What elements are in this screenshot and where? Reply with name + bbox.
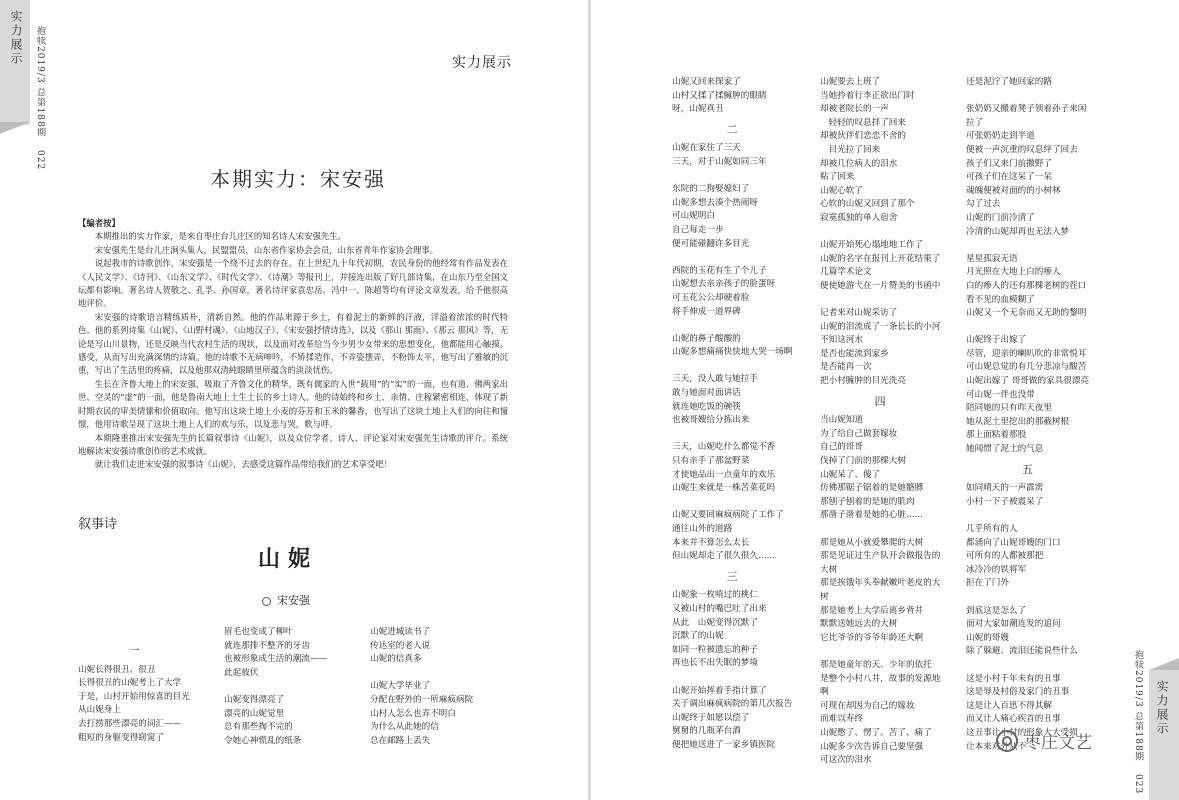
poem-column-3 bbox=[370, 626, 473, 748]
poem-line: 小村一下子被震呆了 bbox=[966, 496, 1044, 507]
poem-line: 山妮的信真多 bbox=[370, 654, 422, 665]
poem-line: 山妮多想去凑个热闹呀 bbox=[672, 197, 758, 208]
poem-column-5 bbox=[820, 76, 940, 768]
poem-line: 此起彼伏 bbox=[224, 667, 259, 678]
poem-line: 眉毛也变成了柳叶 bbox=[224, 627, 293, 637]
left-folio bbox=[34, 26, 47, 170]
poem-line: 可孩子们在这呆了一呆 bbox=[966, 172, 1052, 183]
poem-line: 分配在野外的一所麻疯病院 bbox=[370, 694, 474, 705]
poem-line: 这丑事让小村的形象大大受损 bbox=[966, 727, 1078, 738]
poem-line: 也被哥嫂给分拣出来 bbox=[672, 415, 750, 426]
poem-line: 但山妮却走了很久很久…… bbox=[672, 551, 776, 562]
poem-line: 白的瘆人的还有那棵老树的茬口 bbox=[966, 280, 1087, 291]
poem-line: 拒在了门外 bbox=[966, 578, 1009, 589]
poem-line: 月光照在大地上白的瘆人 bbox=[966, 267, 1061, 278]
poem-line: 心软的山妮又回到了那个 bbox=[820, 199, 915, 210]
poem-line: 山妮要去上班了 bbox=[820, 77, 881, 87]
poem-line: 那刨子刨着的是她的肌肉 bbox=[820, 496, 915, 507]
poem-line: 啊 bbox=[820, 687, 829, 698]
poem-line: 把小村臃肿的目光洗亮 bbox=[820, 376, 906, 387]
poem-section-number: 二 bbox=[726, 122, 738, 136]
stanza-gap bbox=[672, 170, 792, 184]
stanza-gap bbox=[672, 360, 792, 374]
poem-line: 却被伙伴们恋恋不舍的 bbox=[820, 131, 906, 142]
stanza-gap bbox=[966, 591, 1089, 605]
poem-line: 到底这是怎么了 bbox=[966, 605, 1027, 616]
poem-line: 本来并不算怎么太长 bbox=[672, 537, 750, 548]
editor-note-paragraph: 宋安强的诗歌语言精练质朴，清新自然。他的作品来源于乡土，有着泥土的新鲜的汗液，洋溢着浓浓的时代特色。他的系列诗集《山妮》、《山野村魂》、《山地汉子》、《宋安强抒情诗选》，以及《那山 那雨》、《那云 那风》等，无论是写山川景物，还是反映当代农村生活的现状，以及面对改革给当今少男少女带来的思想变化，他都能用心触摸。感受，从而写出充满深情的诗篇。他的诗歌不无病呻吟，不矫揉造作，不弄姿摆弄，不粉饰太平，他写出了雅敏的沉重，写出了生活里的疼痛，以及他那双清純眼睛里所蕴含的淡淡忧伤。 bbox=[78, 311, 508, 376]
right-page-number: 023 bbox=[1133, 773, 1143, 794]
editor-note-paragraph: 本期隆重推出宋安强先生的长篇叙事诗《山妮》，以及众位学者、诗人、评论家对宋安强先生诗歌的评介。系统地解读宋安强诗歌创作的艺术成就。 bbox=[78, 432, 508, 456]
poem-line: 它比爷爷的爷爷年龄还大啊 bbox=[820, 632, 924, 643]
poem-line: 去打捞那些漂亮的词汇—— bbox=[78, 718, 182, 729]
poem-line: 粗短的身躯变得窈窕了 bbox=[78, 732, 164, 743]
poem-line: 便把她送进了一家乡镇医院 bbox=[672, 739, 776, 750]
poem-section-number: 一 bbox=[128, 644, 140, 657]
right-section-tab-label: 实力展示 bbox=[1155, 680, 1169, 736]
poem-column-6 bbox=[966, 76, 1089, 754]
poem-line: 山妮的门前冷清了 bbox=[966, 212, 1035, 223]
page-title: 本期实力：宋安强 bbox=[210, 167, 386, 191]
poem-line: 是否也能流到家乡 bbox=[820, 348, 889, 359]
poem-line: 山妮象一枚啃过的桃仁 bbox=[672, 590, 758, 601]
poem-line: 当山妮知道 bbox=[820, 415, 863, 426]
poem-line: 大树 bbox=[820, 564, 838, 575]
poem-line: 山妮的名字在报刊上开花结果了 bbox=[820, 253, 941, 264]
poem-line: 那上面粘着那股 bbox=[966, 430, 1027, 441]
editor-note-paragraph: 说起我市的诗歌创作，宋安强是一个绕不过去的存在。在上世纪九十年代初期，农民身份的他经常有作品发表在《人民文学》、《诗刊》、《山东文学》、《时代文学》、《诗潮》等报刊上，并接连出版了好几部诗集，在山东乃至全国文坛都有影响。著名诗人贺敬之、孔孚、孙国章，著名诗评家袁忠岳、冯中一、陈超等均有评论文章发表，给予他很高地评价。 bbox=[78, 258, 508, 309]
left-folio-issue: 抱犊2019/3 总第188期 bbox=[35, 26, 45, 138]
poem-line: 山妮变得漂亮了 bbox=[224, 694, 285, 705]
poem-line: 总在邮路上丢失 bbox=[370, 735, 431, 746]
poem-line: 仿佛那锯子锯着的是她骼膊 bbox=[820, 483, 924, 494]
poem-line: 山妮的泪流成了一条长长的小河 bbox=[820, 321, 941, 332]
poem-line: 记者来对山妮采访了 bbox=[820, 308, 898, 319]
stanza-gap bbox=[966, 239, 1089, 253]
poem-line: 那是见证过生产队开会做报告的 bbox=[820, 551, 941, 562]
poem-line: 传达室的老人说 bbox=[370, 640, 431, 651]
poem-line: 山妮大学毕业了 bbox=[370, 681, 431, 692]
poem-line: 那凿子凿着是她的心脏…… bbox=[820, 510, 924, 521]
poem-line: 山妮呆了、傻了 bbox=[820, 469, 881, 480]
poem-line: 冰冷冷的铁将军 bbox=[966, 564, 1027, 575]
author-name: 宋安强 bbox=[277, 594, 310, 607]
poem-line: 山妮又回来探家了 bbox=[672, 77, 741, 87]
poem-line: 山妮又要回麻疯病院了工作了 bbox=[672, 510, 784, 521]
stanza-gap bbox=[672, 671, 792, 685]
poem-line: 那是挨饿年头奉献嫩叶老皮的大 bbox=[820, 578, 941, 589]
poem-line: 自己每走一步 bbox=[672, 224, 724, 235]
poem-line: 可山妮一伴也没带 bbox=[966, 389, 1035, 400]
poem-line: 可玉花公公却硬着脸 bbox=[672, 292, 750, 303]
right-folio bbox=[1132, 650, 1145, 794]
poem-author bbox=[262, 592, 310, 608]
left-page-number: 022 bbox=[35, 149, 45, 170]
poem-section-number: 三 bbox=[726, 569, 738, 583]
stanza-gap bbox=[966, 659, 1089, 673]
poem-line: 她闻惯了泥土的气息 bbox=[966, 444, 1044, 455]
poem-line: 三天，对于山妮如同三年 bbox=[672, 156, 767, 167]
poem-line: 三天，没人敢与她拉手 bbox=[672, 374, 758, 385]
poem-line: 孩子们又来门前撒野了 bbox=[966, 158, 1052, 169]
poem-line: 山妮憋了、愣了、苦了、痛了 bbox=[820, 727, 932, 738]
poem-line: 都涌向了山妮哥嫂的门口 bbox=[966, 537, 1061, 548]
page-gutter bbox=[588, 0, 591, 800]
poem-column-1 bbox=[78, 638, 190, 745]
poem-line: 是整个小村八井，故事的发源地 bbox=[820, 673, 941, 684]
poem-line: 寂寞孤独的单人宿舍 bbox=[820, 212, 898, 223]
poem-line: 山妮出嫁了 哥哥做的家具很漂亮 bbox=[966, 376, 1090, 387]
poem-line: 山村又揉了揉臃肿的眼睛 bbox=[672, 90, 767, 101]
stanza-gap bbox=[820, 523, 940, 537]
watermark-text: 枣庄文艺 bbox=[1024, 733, 1092, 753]
left-tab-corner bbox=[0, 122, 30, 134]
poem-line: 山妮多少次告诉自己要坚强 bbox=[820, 741, 924, 752]
poem-line: 那是她从小就爱攀爬的大树 bbox=[820, 537, 924, 548]
poem-line: 可山妮明白 bbox=[672, 211, 715, 222]
poem-column-4 bbox=[672, 76, 792, 753]
poem-line: 再也长不出失眠的梦境 bbox=[672, 658, 758, 669]
genre-label: 叙事诗 bbox=[78, 517, 118, 532]
poem-line: 默默送她远去的大树 bbox=[820, 619, 898, 630]
bullet-circle-icon bbox=[262, 597, 271, 606]
poem-line: 可所有的人都被那把 bbox=[966, 551, 1044, 562]
poem-line: 如同晴天的一声霹雳 bbox=[966, 483, 1044, 494]
poem-line: 伐掉了门前的那棵大树 bbox=[820, 456, 906, 467]
poem-line: 为了给自己做套嫁妆 bbox=[820, 428, 898, 439]
poem-line: 便被一声沉重的叹息绊了回去 bbox=[966, 144, 1078, 155]
wechat-logo-icon bbox=[996, 730, 1018, 752]
right-folio-issue: 抱犊2019/3 总第188期 bbox=[1133, 650, 1143, 762]
stanza-gap bbox=[966, 90, 1089, 104]
stanza-gap bbox=[672, 496, 792, 510]
poem-line: 可这次的泪水 bbox=[820, 755, 872, 766]
poem-line: 却被老院长的一声 bbox=[820, 104, 889, 115]
editor-note-paragraph: 本期推出的实力作家，是来自枣庄台儿庄区的知名诗人宋安强先生。 bbox=[94, 231, 347, 242]
poem-line: 东院的二狗娶媳妇了 bbox=[672, 184, 750, 195]
right-tab-corner bbox=[1149, 658, 1179, 670]
poem-line: 面对大家如潮连发的追问 bbox=[966, 619, 1061, 630]
poem-line: 就连她吃饭的碗筷 bbox=[672, 401, 741, 412]
stanza-gap bbox=[966, 321, 1089, 335]
poem-line: 山妮开始挥着手指计算了 bbox=[672, 685, 767, 696]
editor-note-paragraph: 宋安强先生是台儿庄涧头集人，民盟盟员，山东省作家协会会员，山东省青年作家协会理事。 bbox=[94, 244, 439, 255]
poem-line: 从山妮身上 bbox=[78, 705, 121, 716]
poem-line: 她从泥土里挖出的那截树根 bbox=[966, 416, 1070, 427]
poem-line: 魂魄便被对面的的小树林 bbox=[966, 185, 1061, 196]
poem-line: 而难以寿终 bbox=[820, 714, 863, 725]
poem-line: 当她拎着行李正欲出门时 bbox=[820, 90, 915, 101]
stanza-gap bbox=[966, 509, 1089, 523]
stanza-gap bbox=[820, 226, 940, 240]
poem-line: 总有那些掏不完的 bbox=[224, 722, 293, 733]
poem-line: 除了躲避、流泪还能说些什么 bbox=[966, 646, 1078, 657]
poem-column-2 bbox=[224, 626, 327, 748]
poem-line: 星星孤寂无语 bbox=[966, 253, 1018, 264]
poem-line: 这是辱及村俗及家门的丑事 bbox=[966, 687, 1070, 698]
poem-line: 可山妮总觉的有几分悲凉与酸苦 bbox=[966, 362, 1087, 373]
poem-line: 这是让人百思不得其解 bbox=[966, 700, 1052, 711]
poem-line: 目光拉了回来 bbox=[820, 144, 881, 155]
poem-line: 通往山外的道路 bbox=[672, 524, 733, 534]
poem-line: 让本来对外从不 bbox=[966, 741, 1027, 752]
poem-line: 山妮的哥嫂 bbox=[966, 632, 1009, 643]
stanza-gap bbox=[370, 667, 473, 681]
poem-line: 为什么从此她的信 bbox=[370, 722, 439, 733]
poem-line: 不知这河水 bbox=[820, 335, 863, 346]
poem-line: 看不见的血模糊了 bbox=[966, 294, 1035, 305]
watermark bbox=[996, 728, 1092, 753]
poem-line: 又被山村的嘴巴吐了出来 bbox=[672, 603, 767, 614]
stanza-gap bbox=[820, 294, 940, 308]
poem-line: 张奶奶又搬着凳子领着孙子来闲 bbox=[966, 104, 1087, 115]
poem-line: 如同一粒被遗忘的种子 bbox=[672, 644, 758, 655]
poem-line: 尽管，迎亲的喇叭吹的非常悦耳 bbox=[966, 348, 1087, 359]
poem-line: 几篇学术论文 bbox=[820, 267, 872, 278]
left-section-tab-label: 实力展示 bbox=[9, 10, 23, 66]
poem-section-number: 四 bbox=[874, 394, 886, 408]
poem-line: 山妮心软了 bbox=[820, 185, 863, 196]
poem-line: 粘了回来 bbox=[820, 172, 855, 183]
stanza-gap bbox=[672, 428, 792, 442]
poem-section-number: 五 bbox=[1022, 462, 1034, 476]
stanza-gap bbox=[820, 645, 940, 659]
poem-line: 几乎所有的人 bbox=[966, 524, 1018, 534]
poem-line: 自己的哥哥 bbox=[820, 442, 863, 453]
poem-line: 山妮终于出嫁了 bbox=[966, 335, 1027, 346]
poem-line: 陪同她的只有昨天夜里 bbox=[966, 403, 1052, 414]
poem-line: 树 bbox=[820, 591, 829, 602]
poem-line: 山妮想去亲亲孩子的脸蛋呀 bbox=[672, 279, 776, 290]
poem-line: 山妮进城读书了 bbox=[370, 627, 431, 637]
poem-line: 山村人怎么也弄不明白 bbox=[370, 708, 456, 719]
poem-line: 拉了 bbox=[966, 117, 984, 128]
editor-note-paragraph: 就让我们走进宋安强的叙事诗《山妮》，去感受这篇作品带给我们的艺术享受吧！ bbox=[94, 459, 393, 470]
poem-line: 而又让人痛心疾首的丑事 bbox=[966, 714, 1061, 725]
stanza-gap bbox=[672, 319, 792, 333]
editor-note-label: 【编者按】 bbox=[78, 218, 120, 228]
poem-line: 还是泥泞了她回家的路 bbox=[966, 77, 1052, 87]
poem-line: 却被几位病人的泪水 bbox=[820, 158, 898, 169]
stanza-gap bbox=[672, 251, 792, 265]
poem-line: 只有亲手了那盆野菜 bbox=[672, 456, 750, 467]
poem-line: 这是小村千年未有的丑事 bbox=[966, 673, 1061, 684]
poem-line: 沉默了的山妮 bbox=[672, 631, 724, 642]
poem-line: 令她心神慌乱的纸条 bbox=[224, 735, 302, 746]
poem-line: 山妮在家住了三天 bbox=[672, 143, 741, 154]
poem-line: 将手伸成一道界碑 bbox=[672, 306, 741, 317]
poem-line: 山妮开始死心塌地地工作了 bbox=[820, 240, 924, 251]
poem-line: 山妮多想痛痛快快地大哭一场啊 bbox=[672, 347, 793, 358]
poem-line: 就连那排不整齐的牙齿 bbox=[224, 640, 310, 651]
poem-line: 勾了过去 bbox=[966, 199, 1001, 210]
editor-note bbox=[78, 217, 508, 472]
editor-note-paragraph: 生长在齐鲁大地上的宋安强，吸取了齐鲁文化的精华，既有儒家的入世“载用”的“实”的一面，也有道、佛两家出世、空灵的“虚”的一面，他是鲁南大地上土生土长的乡土诗人，他的诗始终和乡土、亲情、庄稼紧密相连，体现了新时期农民的审美情愫和价值取向。他写出这块土地上小麦的芬芳和玉米的馨香，也写出了这块土地上人们的向往和憧憬，他用诗歌呈现了这块土地上人们的欢与乐，以及悲与哭，歌与呼。 bbox=[78, 378, 508, 430]
poem-line: 山妮的鼻子酸酸的 bbox=[672, 333, 741, 344]
poem-line: 也被形象成生活的潮流—— bbox=[224, 654, 328, 665]
poem-line: 可张奶奶走到半道 bbox=[966, 131, 1035, 142]
poem-line: 山妮长得很丑、很丑 bbox=[78, 664, 156, 675]
poem-line: 长得很丑的山妮考上了大学 bbox=[78, 678, 182, 689]
poem-title: 山妮 bbox=[258, 546, 319, 572]
poem-line: 于是，山村开始用惊喜的目光 bbox=[78, 691, 190, 702]
poem-line: 是否能再一次 bbox=[820, 362, 872, 373]
poem-line: 可现在却因为自己的嫁妆 bbox=[820, 700, 915, 711]
poem-line: 才使她品出一点童年的欢乐 bbox=[672, 469, 776, 480]
poem-line: 便使她游弋在一片赞美的书函中 bbox=[820, 280, 941, 291]
poem-line: 冷清的山妮却再也无法入梦 bbox=[966, 226, 1070, 237]
section-header: 实力展示 bbox=[452, 55, 512, 71]
poem-line: 关于调出麻疯病院的第几次报告 bbox=[672, 699, 793, 710]
poem-line: 那是她童年的天、少年的依托 bbox=[820, 659, 932, 670]
poem-line: 三天，山妮吃什么都觉不香 bbox=[672, 442, 776, 453]
poem-line: 那是她考上大学后离乡背井 bbox=[820, 605, 924, 616]
poem-line: 山妮终于如愿以偿了 bbox=[672, 712, 750, 723]
poem-line: 便可能碰翻许多目光 bbox=[672, 238, 750, 249]
poem-line: 敢与她面对面讲话 bbox=[672, 388, 741, 399]
poem-line: 轻轻的叹息拌了回来 bbox=[820, 117, 906, 128]
poem-line: 山妮生来就是一株苦菜花吗 bbox=[672, 483, 776, 494]
poem-line: 舅舅的几瓶茅台酒 bbox=[672, 726, 741, 737]
poem-line: 呀，山妮真丑 bbox=[672, 104, 724, 115]
poem-line: 山妮又一个无奈而又无助的黎明 bbox=[966, 308, 1087, 319]
stanza-gap bbox=[224, 680, 327, 694]
poem-line: 漂亮的山妮觉里 bbox=[224, 708, 285, 719]
poem-line: 从此 山妮变得沉默了 bbox=[672, 617, 758, 628]
poem-line: 西院的玉花有生了个儿子 bbox=[672, 265, 767, 276]
